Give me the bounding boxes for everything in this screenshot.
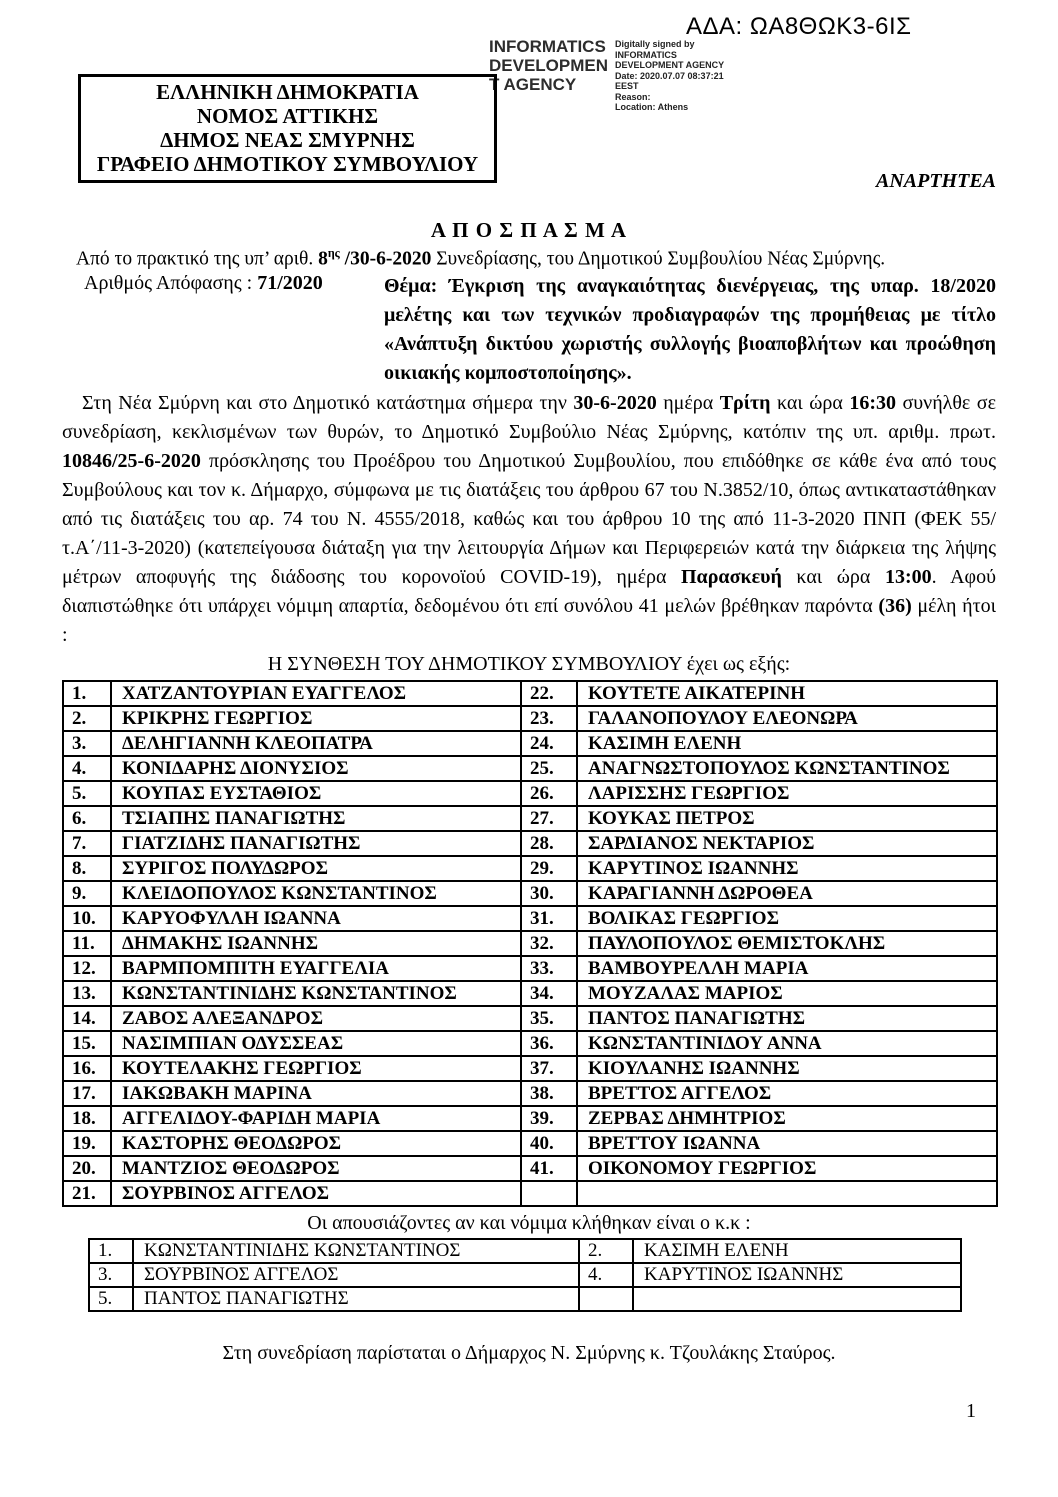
member-name-cell: ΚΟΥΚΑΣ ΠΕΤΡΟΣ bbox=[577, 806, 997, 831]
member-name-cell: ΔΕΛΗΓΙΑΝΝΗ ΚΛΕΟΠΑΤΡΑ bbox=[111, 731, 521, 756]
member-name-cell: ΔΗΜΑΚΗΣ ΙΩΑΝΝΗΣ bbox=[111, 931, 521, 956]
member-name-cell: ΚΙΟΥΛΑΝΗΣ ΙΩΑΝΝΗΣ bbox=[577, 1056, 997, 1081]
member-name-cell: ΚΑΡΥΤΙΝΟΣ ΙΩΑΝΝΗΣ bbox=[577, 856, 997, 881]
absentees-heading: Οι απουσιάζοντες αν και νόμιμα κλήθηκαν είναι ο κ.κ : bbox=[307, 1211, 751, 1234]
table-row bbox=[63, 1006, 997, 1031]
stamp-signature-details bbox=[615, 37, 745, 113]
member-number-cell: 21. bbox=[63, 1181, 111, 1206]
text-segment: συνήλθε σε συνεδρίαση, κεκλισμένων των θυρών, το Δημοτικό Συμβούλιο Νέας Σμύρνης, κατόπιν της υπ. αριθμ. πρωτ. bbox=[62, 391, 996, 443]
table-row bbox=[63, 806, 997, 831]
member-name-cell: ΚΩΝΣΤΑΝΤΙΝΙΔΟΥ ΑΝΝΑ bbox=[577, 1031, 997, 1056]
text-segment: Θέμα: Έγκριση της αναγκαιότητας διενέργειας, της υπαρ. 18/2020 μελέτης και των τεχνικών προδιαγραφών της προμήθειας με τίτλο «Ανάπτυξη δικτύου χωριστής συλλογής βιοαποβλήτων και προώθηση οικιακής κομποστοποίησης». bbox=[384, 274, 996, 384]
member-number-cell: 13. bbox=[63, 981, 111, 1006]
member-number-cell: 38. bbox=[521, 1081, 577, 1106]
authority-line-municipality: ΔΗΜΟΣ ΝΕΑΣ ΣΜΥΡΝΗΣ bbox=[160, 128, 415, 152]
member-name-cell: ΒΡΕΤΤΟΣ ΑΓΓΕΛΟΣ bbox=[577, 1081, 997, 1106]
table-row bbox=[63, 1156, 997, 1181]
table-row bbox=[89, 1239, 961, 1263]
member-name-cell: ΚΩΝΣΤΑΝΤΙΝΙΔΗΣ ΚΩΝΣΤΑΝΤΙΝΟΣ bbox=[133, 1239, 579, 1263]
authority-line-office: ΓΡΑΦΕΙΟ ΔΗΜΟΤΙΚΟΥ ΣΥΜΒΟΥΛΙΟΥ bbox=[96, 152, 479, 176]
member-name-cell: ΤΣΙΑΠΗΣ ΠΑΝΑΓΙΩΤΗΣ bbox=[111, 806, 521, 831]
text-segment: 16:30 bbox=[849, 391, 896, 414]
text-segment: Από το πρακτικό της υπ’ αριθ. bbox=[76, 248, 319, 270]
member-number-cell: 37. bbox=[521, 1056, 577, 1081]
member-name-cell: ΙΑΚΩΒΑΚΗ ΜΑΡΙΝΑ bbox=[111, 1081, 521, 1106]
table-row bbox=[63, 1131, 997, 1156]
member-name-cell: ΒΑΡΜΠΟΜΠΙΤΗ ΕΥΑΓΓΕΛΙΑ bbox=[111, 956, 521, 981]
stamp-agency-line: INFORMATICS bbox=[489, 37, 606, 56]
member-name-cell: ΣΟΥΡΒΙΝΟΣ ΑΓΓΕΛΟΣ bbox=[133, 1263, 579, 1287]
table-row bbox=[63, 931, 997, 956]
table-row bbox=[63, 1031, 997, 1056]
table-row bbox=[63, 881, 997, 906]
member-name-cell: ΚΩΝΣΤΑΝΤΙΝΙΔΗΣ ΚΩΝΣΤΑΝΤΙΝΟΣ bbox=[111, 981, 521, 1006]
table-row bbox=[63, 981, 997, 1006]
stamp-detail-line: Digitally signed by bbox=[615, 39, 695, 49]
member-name-cell: ΣΥΡΙΓΟΣ ΠΟΛΥΔΩΡΟΣ bbox=[111, 856, 521, 881]
session-body-paragraph bbox=[62, 389, 996, 650]
member-number-cell: 31. bbox=[521, 906, 577, 931]
member-number-cell: 14. bbox=[63, 1006, 111, 1031]
member-number-cell: 27. bbox=[521, 806, 577, 831]
member-name-cell: ΚΟΥΤΕΤΕ ΑΙΚΑΤΕΡΙΝΗ bbox=[577, 681, 997, 706]
text-segment: . Αφού διαπιστώθηκε ότι υπάρχει νόμιμη απαρτία, δεδομένου ότι επί συνόλου 41 μελών βρέθηκαν παρόντα bbox=[62, 565, 996, 617]
text-segment: 8 bbox=[318, 248, 328, 270]
table-row bbox=[63, 956, 997, 981]
text-segment: πρόσκλησης του Προέδρου του Δημοτικού Συμβουλίου, που επιδόθηκε σε κάθε ένα από τους Συμβούλους και τον κ. Δήμαρχο, σύμφωνα με τις διατάξεις του άρθρου 67 του Ν.3852/10, όπως αντικαταστάθηκαν από τις διατάξεις του αρ. 74 του Ν. 4555/2018, καθώς και του άρθρου 10 της από 11-3-2020 ΠΝΠ (ΦΕΚ 55/τ.Α΄/11-3-2020) (κατεπείγουσα διάταξη για την λειτουργία Δήμων και Περιφερειών κατά την διάρκεια της λήψης μέτρων αποφυγής της διάδοσης του κορονοϊού COVID-19), ημέρα bbox=[62, 449, 996, 588]
member-name-cell: ΚΟΥΤΕΛΑΚΗΣ ΓΕΩΡΓΙΟΣ bbox=[111, 1056, 521, 1081]
member-number-cell: 36. bbox=[521, 1031, 577, 1056]
member-number-cell: 16. bbox=[63, 1056, 111, 1081]
table-row bbox=[63, 906, 997, 931]
member-name-cell: ΚΡΙΚΡΗΣ ΓΕΩΡΓΙΟΣ bbox=[111, 706, 521, 731]
member-number-cell: 4. bbox=[63, 756, 111, 781]
member-name-cell: ΒΟΛΙΚΑΣ ΓΕΩΡΓΙΟΣ bbox=[577, 906, 997, 931]
member-number-cell: 28. bbox=[521, 831, 577, 856]
member-name-cell: ΑΝΑΓΝΩΣΤΟΠΟΥΛΟΣ ΚΩΝΣΤΑΝΤΙΝΟΣ bbox=[577, 756, 997, 781]
member-number-cell: 3. bbox=[89, 1263, 133, 1287]
member-number-cell: 20. bbox=[63, 1156, 111, 1181]
stamp-agency-name bbox=[489, 37, 607, 113]
member-name-cell: ΟΙΚΟΝΟΜΟΥ ΓΕΩΡΓΙΟΣ bbox=[577, 1156, 997, 1181]
member-number-cell: 29. bbox=[521, 856, 577, 881]
member-number-cell: 3. bbox=[63, 731, 111, 756]
member-name-cell: ΚΟΥΠΑΣ ΕΥΣΤΑΘΙΟΣ bbox=[111, 781, 521, 806]
table-row bbox=[63, 1081, 997, 1106]
text-segment: και ώρα bbox=[770, 391, 850, 414]
digital-signature-stamp bbox=[489, 37, 745, 113]
text-segment: Στη Νέα Σμύρνη και στο Δημοτικό κατάστημα σήμερα την bbox=[82, 391, 574, 414]
member-number-cell: 39. bbox=[521, 1106, 577, 1131]
absentees-table bbox=[88, 1238, 962, 1312]
member-name-cell: ΣΟΥΡΒΙΝΟΣ ΑΓΓΕΛΟΣ bbox=[111, 1181, 521, 1206]
member-name-cell: ΖΕΡΒΑΣ ΔΗΜΗΤΡΙΟΣ bbox=[577, 1106, 997, 1131]
text-segment: ης bbox=[327, 246, 340, 260]
member-number-cell: 5. bbox=[63, 781, 111, 806]
stamp-detail-line: DEVELOPMENT AGENCY bbox=[615, 60, 725, 70]
member-number-cell: 34. bbox=[521, 981, 577, 1006]
table-row bbox=[63, 681, 997, 706]
stamp-agency-line: T AGENCY bbox=[489, 75, 577, 94]
member-number-cell: 2. bbox=[63, 706, 111, 731]
stamp-detail-line: Date: 2020.07.07 08:37:21 bbox=[615, 70, 724, 81]
member-number-cell: 19. bbox=[63, 1131, 111, 1156]
member-number-cell: 9. bbox=[63, 881, 111, 906]
member-number-cell: 26. bbox=[521, 781, 577, 806]
authority-line-republic: ΕΛΛΗΝΙΚΗ ΔΗΜΟΚΡΑΤΙΑ bbox=[156, 80, 419, 104]
member-name-cell: ΠΑΥΛΟΠΟΥΛΟΣ ΘΕΜΙΣΤΟΚΛΗΣ bbox=[577, 931, 997, 956]
member-number-cell: 4. bbox=[579, 1263, 633, 1287]
member-name-cell: ΚΑΡΑΓΙΑΝΝΗ ΔΩΡΟΘΕΑ bbox=[577, 881, 997, 906]
stamp-detail-line: EEST bbox=[615, 81, 639, 91]
member-name-cell: ΜΑΝΤΖΙΟΣ ΘΕΟΔΩΡΟΣ bbox=[111, 1156, 521, 1181]
member-name-cell: ΜΟΥΖΑΛΑΣ ΜΑΡΙΟΣ bbox=[577, 981, 997, 1006]
member-number-cell: 6. bbox=[63, 806, 111, 831]
authority-line-prefecture: ΝΟΜΟΣ ΑΤΤΙΚΗΣ bbox=[196, 104, 379, 128]
member-name-cell: ΠΑΝΤΟΣ ΠΑΝΑΓΙΩΤΗΣ bbox=[577, 1006, 997, 1031]
document-title: Α Π Ο Σ Π Α Σ Μ Α bbox=[430, 218, 628, 242]
table-row bbox=[63, 856, 997, 881]
stamp-agency-line: DEVELOPMEN bbox=[489, 56, 609, 75]
member-number-cell: 17. bbox=[63, 1081, 111, 1106]
member-name-cell bbox=[633, 1287, 961, 1311]
council-members-table bbox=[62, 680, 998, 1207]
member-number-cell: 12. bbox=[63, 956, 111, 981]
table-row bbox=[89, 1263, 961, 1287]
text-segment: /30-6-2020 bbox=[339, 248, 437, 270]
text-segment: Συνεδρίασης, του Δημοτικού Συμβουλίου Νέας Σμύρνης. bbox=[436, 248, 886, 270]
member-number-cell: 24. bbox=[521, 731, 577, 756]
table-row bbox=[63, 756, 997, 781]
text-segment: 13:00 bbox=[884, 565, 932, 588]
table-row bbox=[63, 831, 997, 856]
member-name-cell: ΛΑΡΙΣΣΗΣ ΓΕΩΡΓΙΟΣ bbox=[577, 781, 997, 806]
member-name-cell: ΒΡΕΤΤΟΥ ΙΩΑΝΝΑ bbox=[577, 1131, 997, 1156]
member-number-cell: 18. bbox=[63, 1106, 111, 1131]
member-number-cell bbox=[579, 1287, 633, 1311]
member-name-cell: ΠΑΝΤΟΣ ΠΑΝΑΓΙΩΤΗΣ bbox=[133, 1287, 579, 1311]
text-segment: 30-6-2020 bbox=[573, 391, 657, 414]
member-number-cell bbox=[521, 1181, 577, 1206]
member-number-cell: 11. bbox=[63, 931, 111, 956]
text-segment: 71/2020 bbox=[257, 271, 323, 294]
member-name-cell: ΚΑΣΙΜΗ ΕΛΕΝΗ bbox=[633, 1239, 961, 1263]
member-name-cell: ΓΙΑΤΖΙΔΗΣ ΠΑΝΑΓΙΩΤΗΣ bbox=[111, 831, 521, 856]
ada-code: ΑΔΑ: ΩΑ8ΘΩΚ3-6ΙΣ bbox=[686, 13, 912, 40]
member-name-cell: ΖΑΒΟΣ ΑΛΕΞΑΝΔΡΟΣ bbox=[111, 1006, 521, 1031]
member-number-cell: 41. bbox=[521, 1156, 577, 1181]
member-name-cell: ΚΛΕΙΔΟΠΟΥΛΟΣ ΚΩΝΣΤΑΝΤΙΝΟΣ bbox=[111, 881, 521, 906]
member-number-cell: 23. bbox=[521, 706, 577, 731]
table-row bbox=[63, 1056, 997, 1081]
member-number-cell: 40. bbox=[521, 1131, 577, 1156]
text-segment: (36) bbox=[878, 594, 912, 617]
text-segment: Αριθμός Απόφασης : bbox=[84, 271, 258, 294]
member-name-cell: ΚΑΣΤΟΡΗΣ ΘΕΟΔΩΡΟΣ bbox=[111, 1131, 521, 1156]
decision-theme-text bbox=[384, 272, 996, 388]
member-name-cell: ΚΑΡΥΤΙΝΟΣ ΙΩΑΝΝΗΣ bbox=[633, 1263, 961, 1287]
text-segment: Τρίτη bbox=[719, 391, 771, 414]
member-number-cell: 25. bbox=[521, 756, 577, 781]
decision-row bbox=[62, 272, 996, 388]
member-number-cell: 32. bbox=[521, 931, 577, 956]
authority-header-box bbox=[78, 74, 497, 183]
member-number-cell: 8. bbox=[63, 856, 111, 881]
stamp-detail-line: INFORMATICS bbox=[615, 49, 677, 60]
text-segment: 10846/25-6-2020 bbox=[62, 449, 201, 472]
text-segment: μέλη ήτοι : bbox=[62, 594, 996, 646]
table-row bbox=[63, 1181, 997, 1206]
member-number-cell: 35. bbox=[521, 1006, 577, 1031]
table-row bbox=[89, 1287, 961, 1311]
member-number-cell: 1. bbox=[63, 681, 111, 706]
stamp-detail-line: Reason: bbox=[615, 91, 651, 102]
text-segment: και ώρα bbox=[781, 565, 885, 588]
member-name-cell: ΝΑΣΙΜΠΙΑΝ ΟΔΥΣΣΕΑΣ bbox=[111, 1031, 521, 1056]
member-name-cell: ΒΑΜΒΟΥΡΕΛΛΗ ΜΑΡΙΑ bbox=[577, 956, 997, 981]
table-row bbox=[63, 1106, 997, 1131]
member-number-cell: 15. bbox=[63, 1031, 111, 1056]
member-number-cell: 10. bbox=[63, 906, 111, 931]
anartitea-label: ΑΝΑΡΤΗΤΕΑ bbox=[875, 170, 996, 192]
table-row bbox=[63, 706, 997, 731]
member-name-cell: ΚΟΝΙΔΑΡΗΣ ΔΙΟΝΥΣΙΟΣ bbox=[111, 756, 521, 781]
mayor-presence-line: Στη συνεδρίαση παρίσταται ο Δήμαρχος Ν. Σμύρνης κ. Τζουλάκης Σταύρος. bbox=[222, 1341, 836, 1364]
session-intro-line bbox=[76, 246, 996, 271]
document-content bbox=[62, 218, 996, 1365]
member-name-cell: ΚΑΡΥΟΦΥΛΛΗ ΙΩΑΝΝΑ bbox=[111, 906, 521, 931]
member-number-cell: 7. bbox=[63, 831, 111, 856]
member-number-cell: 1. bbox=[89, 1239, 133, 1263]
stamp-detail-line: Location: Athens bbox=[615, 102, 689, 112]
member-number-cell: 30. bbox=[521, 881, 577, 906]
member-name-cell: ΑΓΓΕΛΙΔΟΥ-ΦΑΡΙΔΗ ΜΑΡΙΑ bbox=[111, 1106, 521, 1131]
text-segment: ημέρα bbox=[656, 391, 720, 414]
member-number-cell: 5. bbox=[89, 1287, 133, 1311]
page-number: 1 bbox=[966, 1400, 976, 1422]
decision-number-label bbox=[62, 272, 384, 388]
table-row bbox=[63, 781, 997, 806]
member-number-cell: 2. bbox=[579, 1239, 633, 1263]
member-number-cell: 22. bbox=[521, 681, 577, 706]
table-row bbox=[63, 731, 997, 756]
member-name-cell: ΚΑΣΙΜΗ ΕΛΕΝΗ bbox=[577, 731, 997, 756]
member-name-cell bbox=[577, 1181, 997, 1206]
member-name-cell: ΧΑΤΖΑΝΤΟΥΡΙΑΝ ΕΥΑΓΓΕΛΟΣ bbox=[111, 681, 521, 706]
member-number-cell: 33. bbox=[521, 956, 577, 981]
member-name-cell: ΣΑΡΔΙΑΝΟΣ ΝΕΚΤΑΡΙΟΣ bbox=[577, 831, 997, 856]
member-name-cell: ΓΑΛΑΝΟΠΟΥΛΟΥ ΕΛΕΟΝΩΡΑ bbox=[577, 706, 997, 731]
council-composition-heading: Η ΣΥΝΘΕΣΗ ΤΟΥ ΔΗΜΟΤΙΚΟΥ ΣΥΜΒΟΥΛΙΟΥ έχει ως εξής: bbox=[267, 652, 791, 675]
text-segment: Παρασκευή bbox=[681, 565, 782, 588]
